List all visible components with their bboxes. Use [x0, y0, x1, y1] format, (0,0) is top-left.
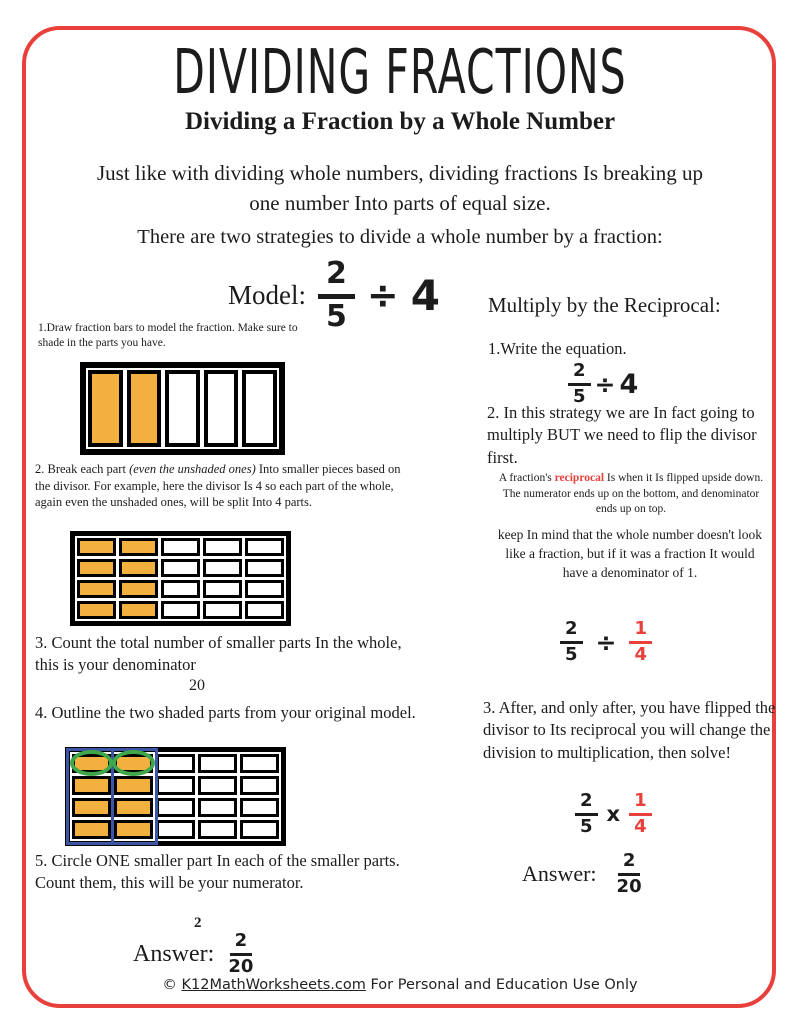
numerator: 1: [629, 620, 652, 644]
whole-number: 4: [619, 368, 639, 400]
numerator: 2: [568, 362, 591, 386]
page-subtitle: Dividing a Fraction by a Whole Number: [184, 108, 616, 135]
step-1-text: 1.Draw fraction bars to model the fraction. Make sure to shade in the parts you have.: [38, 322, 298, 350]
unshaded-cell: [161, 538, 200, 556]
shaded-cell: [119, 580, 158, 598]
unshaded-cell: [240, 820, 279, 839]
unshaded-cell: [156, 754, 195, 773]
unshaded-cell: [198, 754, 237, 773]
unshaded-cell: [198, 820, 237, 839]
denominator: 20: [228, 955, 254, 977]
unshaded-cell: [245, 601, 284, 619]
numerator: 2: [560, 620, 583, 644]
denominator: 5: [565, 643, 578, 665]
unshaded-cell: [203, 559, 242, 577]
step-2-suffix: Into smaller pieces based on the divisor. For example, here the divisor Is 4 so each part of the whole, again even the unshaded ones, will be split Into 4 parts.: [35, 462, 401, 509]
unshaded-cell: [156, 798, 195, 817]
denominator: 5: [580, 815, 593, 837]
shaded-cell: [119, 559, 158, 577]
unshaded-cell: [245, 559, 284, 577]
shaded-cell: [72, 798, 111, 817]
numerator: 2: [618, 852, 641, 876]
shaded-cell: [119, 601, 158, 619]
step-2-prefix: 2. Break each part: [35, 462, 130, 476]
unshaded-cell: [156, 776, 195, 795]
denominator: 5: [326, 298, 347, 334]
denominator: 20: [616, 875, 642, 897]
answer-label: Answer:: [133, 940, 215, 967]
unshaded-cell: [240, 754, 279, 773]
step-2-italic: (even the unshaded ones): [129, 462, 256, 476]
shaded-cell: [127, 370, 162, 447]
unshaded-cell: [165, 370, 200, 447]
right-equation-1: [568, 362, 638, 407]
unshaded-cell: [203, 601, 242, 619]
fraction: [575, 792, 598, 837]
shaded-cell: [114, 754, 153, 773]
unshaded-cell: [240, 798, 279, 817]
right-step-3-text: 3. After, and only after, you have flipped the divisor to Its reciprocal you will change the division to multiplication, then solve!: [483, 698, 776, 762]
strategies-text: There are two strategies to divide a whole number by a fraction:: [137, 226, 663, 248]
unshaded-cell: [161, 601, 200, 619]
unshaded-cell: [240, 776, 279, 795]
answer-label: Answer:: [522, 861, 597, 887]
right-equation-2: [560, 620, 652, 665]
denominator-count: 20: [189, 677, 205, 694]
unshaded-cell: [198, 798, 237, 817]
unshaded-cell: [198, 776, 237, 795]
page-title: DIVIDING FRACTIONS: [173, 36, 627, 108]
divided-grid: [70, 531, 291, 626]
unshaded-cell: [245, 580, 284, 598]
step-3-text: 3. Count the total number of smaller parts In the whole, this is your denominator: [35, 633, 402, 675]
fraction: [560, 620, 583, 665]
shaded-cell: [77, 559, 116, 577]
numerator: 2: [230, 932, 253, 956]
shaded-cell: [77, 601, 116, 619]
multiply-sign: x: [606, 802, 621, 827]
unshaded-cell: [161, 580, 200, 598]
unshaded-cell: [245, 538, 284, 556]
copyright-symbol: ©: [162, 977, 177, 993]
shaded-cell: [72, 820, 111, 839]
whole-number-note: keep In mind that the whole number doesn't look like a fraction, but if it was a fraction It would have a denominator of 1.: [497, 527, 763, 580]
reciprocal-fraction: [629, 620, 652, 665]
numerator: 1: [629, 792, 652, 816]
denominator: 5: [573, 385, 586, 407]
divide-sign: ÷: [366, 273, 399, 317]
footer-usage-text: For Personal and Education Use Only: [370, 977, 638, 993]
reciprocal-heading: Multiply by the Reciprocal:: [488, 293, 721, 317]
numerator-count: 2: [194, 915, 202, 931]
divide-sign: ÷: [595, 627, 617, 657]
shaded-cell: [88, 370, 123, 447]
shaded-cell: [77, 580, 116, 598]
shaded-cell: [72, 754, 111, 773]
shaded-cell: [72, 776, 111, 795]
answer-fraction: [228, 932, 253, 977]
shaded-cell: [114, 798, 153, 817]
intro-text: Just like with dividing whole numbers, dividing fractions Is breaking up one number Into parts of equal size.: [96, 161, 703, 216]
reciprocal-fraction: [629, 792, 652, 837]
outlined-grid: [65, 747, 286, 846]
unshaded-cell: [161, 559, 200, 577]
note-prefix: A fraction's: [498, 472, 555, 484]
step-5-text: 5. Circle ONE smaller part In each of the smaller parts. Count them, this will be your numerator.: [35, 851, 400, 893]
shaded-cell: [119, 538, 158, 556]
reciprocal-highlight: reciprocal: [554, 472, 605, 484]
fraction-bar-model: [80, 362, 285, 455]
shaded-cell: [114, 820, 153, 839]
right-step-2-text: 2. In this strategy we are In fact going to multiply BUT we need to flip the divisor first.: [487, 403, 757, 467]
fraction: [568, 362, 591, 407]
model-fraction: [318, 258, 355, 332]
step-2-text: [35, 461, 408, 511]
denominator: 4: [634, 815, 647, 837]
model-label: Model:: [228, 279, 306, 310]
outlined-grid-wrapper: [65, 747, 286, 846]
right-equation-3: [575, 792, 652, 837]
footer: [0, 977, 800, 993]
note-suffix: Is when it Is flipped upside down. The numerator ends up on the bottom, and denominator ends up on top.: [502, 472, 764, 516]
unshaded-cell: [203, 580, 242, 598]
numerator: 2: [575, 792, 598, 816]
shaded-cell: [77, 538, 116, 556]
whole-number: 4: [410, 270, 440, 320]
unshaded-cell: [203, 538, 242, 556]
unshaded-cell: [242, 370, 277, 447]
right-answer: [522, 852, 642, 897]
reciprocal-note: [497, 471, 765, 518]
shaded-cell: [114, 776, 153, 795]
unshaded-cell: [204, 370, 239, 447]
numerator: 2: [318, 258, 355, 299]
step-4-text: 4. Outline the two shaded parts from your original model.: [35, 703, 416, 722]
right-step-1-text: 1.Write the equation.: [488, 339, 627, 358]
left-answer: [133, 932, 253, 977]
site-link[interactable]: K12MathWorksheets.com: [181, 977, 366, 993]
divide-sign: ÷: [594, 369, 616, 399]
unshaded-cell: [156, 820, 195, 839]
denominator: 4: [634, 643, 648, 665]
answer-fraction: [617, 852, 642, 897]
